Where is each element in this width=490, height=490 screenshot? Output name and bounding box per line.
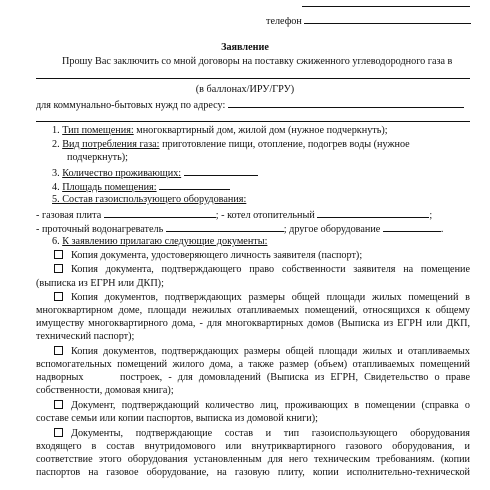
item-4: 4. Площадь помещения: bbox=[52, 180, 230, 194]
phone-line bbox=[266, 14, 471, 28]
item-6-label: К заявлению прилагаю следующие документы: bbox=[62, 236, 268, 247]
doc-6: Документы, подтверждающие состав и тип газоиспользующего оборудования bbox=[54, 428, 470, 440]
item-1-label: Тип помещения: bbox=[62, 125, 134, 136]
item-5: 5. Состав газоиспользующего оборудования: bbox=[52, 194, 247, 205]
checkbox-icon[interactable] bbox=[54, 400, 63, 409]
address-blank-line-2 bbox=[36, 121, 470, 122]
doc-1: Копия документа, удостоверяющего личность заявителя (паспорт); bbox=[54, 250, 362, 262]
area-blank bbox=[159, 180, 230, 190]
boiler-blank bbox=[317, 208, 429, 218]
gas-supply-hint: (в баллонах/ИРУ/ГРУ) bbox=[195, 84, 295, 95]
intro-text: Прошу Вас заключить со мной договоры на поставку сжиженного углеводородного газа в bbox=[62, 56, 453, 67]
item-2-cont: подчеркнуть); bbox=[67, 152, 128, 163]
address-label: для коммунально-бытовых нужд по адресу: bbox=[36, 100, 226, 111]
checkbox-icon[interactable] bbox=[54, 250, 63, 259]
doc-2: Копия документа, подтверждающего право собственности заявителя на помещение bbox=[54, 264, 470, 276]
doc-6-line-2: входящего в состав внутридомового или внутриквартирного газового оборудования, и bbox=[36, 441, 470, 452]
item-4-label: Площадь помещения: bbox=[62, 182, 157, 193]
equipment-row-1: - газовая плита ; - котел отопительный ; bbox=[36, 210, 433, 221]
doc-6-line-3: соответствие этого оборудования установленным для него техническим требованиям. (копии bbox=[36, 454, 470, 465]
checkbox-icon[interactable] bbox=[54, 428, 63, 437]
address-blank bbox=[228, 98, 464, 108]
doc-3: Копия документов, подтверждающих размеры общей площади жилых помещений в bbox=[54, 292, 470, 304]
doc-3-line-4: технический паспорт); bbox=[36, 331, 135, 342]
stove-blank bbox=[104, 208, 216, 218]
phone-label: телефон bbox=[266, 16, 302, 27]
item-6: 6. К заявлению прилагаю следующие документы: bbox=[52, 236, 268, 247]
doc-3-line-2: многоквартирном доме, площади нежилых отапливаемых помещений, относящихся к общему bbox=[36, 305, 470, 316]
doc-3-line-3: имуществу многоквартирного дома, - для многоквартирных домов (Выписка из ЕГРН или ДКП, bbox=[36, 318, 470, 329]
doc-4-line-2: вспомогательных помещений жилого дома, а также размер (объем) отапливаемых помещений bbox=[36, 359, 470, 370]
stove-label: - газовая плита bbox=[36, 210, 102, 221]
water-heater-label: - проточный водонагреватель bbox=[36, 224, 164, 235]
document-title: Заявление bbox=[221, 42, 269, 53]
item-3: 3. Количество проживающих: bbox=[52, 166, 258, 180]
other-equipment-label: ; другое оборудование bbox=[283, 224, 381, 235]
checkbox-icon[interactable] bbox=[54, 264, 63, 273]
doc-5: Документ, подтверждающий количество лиц, проживающих в помещении (справка о bbox=[54, 400, 470, 412]
doc-2-cont: (выписка из ЕГРН или ДКП); bbox=[36, 278, 164, 289]
residents-blank bbox=[184, 166, 258, 176]
doc-4-line-4: собственности, домовая книга); bbox=[36, 385, 174, 396]
item-1: 1. Тип помещения: многоквартирный дом, жилой дом (нужное подчеркнуть); bbox=[52, 125, 388, 136]
equipment-row-2: - проточный водонагреватель ; другое оборудование . bbox=[36, 224, 444, 235]
doc-4-line-3: надворных построек, - для домовладений (Выписка из ЕГРН, Свидетельство о праве bbox=[36, 372, 470, 383]
water-heater-blank bbox=[166, 222, 284, 232]
doc-5-line-2: составе семьи или копии паспортов, выписка из домовой книги); bbox=[36, 413, 318, 424]
boiler-label: ; - котел отопительный bbox=[215, 210, 315, 221]
item-3-label: Количество проживающих: bbox=[62, 168, 182, 179]
checkbox-icon[interactable] bbox=[54, 292, 63, 301]
top-blank-line bbox=[302, 6, 470, 7]
doc-4: Копия документов, подтверждающих размеры общей площади жилых и отапливаемых bbox=[54, 346, 470, 358]
other-equipment-blank bbox=[383, 222, 441, 232]
intro-blank-line bbox=[36, 78, 470, 79]
item-2: 2. Вид потребления газа: приготовление пищи, отопление, подогрев воды (нужное bbox=[52, 139, 410, 150]
phone-blank bbox=[304, 14, 471, 24]
checkbox-icon[interactable] bbox=[54, 346, 63, 355]
doc-6-line-4: паспортов на газовое оборудование, на газовую плиту, копии исполнительно-технической bbox=[36, 467, 470, 478]
address-line bbox=[36, 98, 464, 112]
item-2-label: Вид потребления газа: bbox=[62, 139, 160, 150]
